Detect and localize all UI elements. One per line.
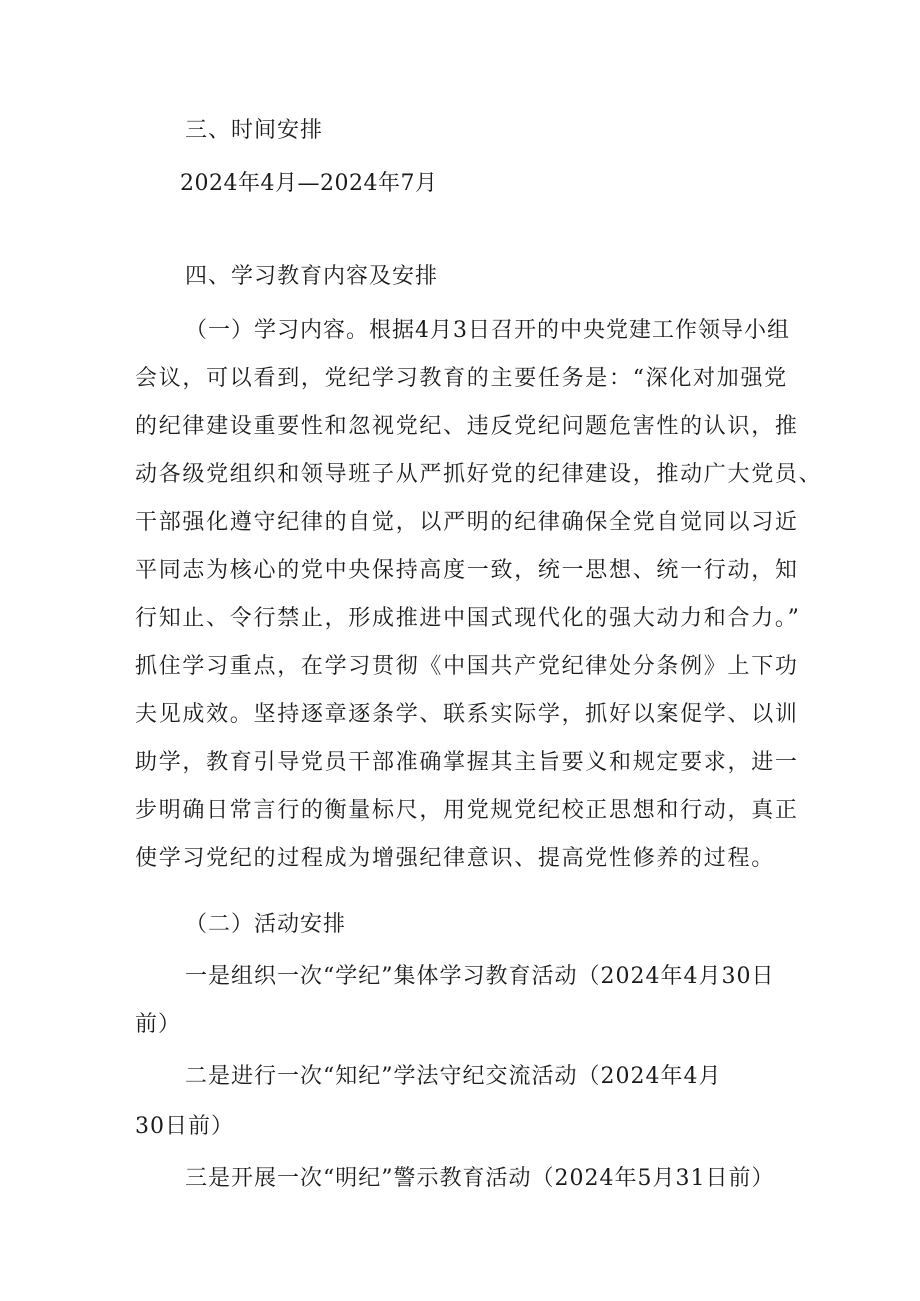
paragraph-line: （一）学习内容。根据4月3日召开的中央党建工作领导小组	[185, 318, 790, 343]
activity-item-1: 一是组织一次“学纪”集体学习教育活动（2024年4月30日	[185, 964, 775, 989]
activity-item-1-continued: 前）	[135, 1012, 182, 1037]
paragraph-line: 使学习党纪的过程成为增强纪律意识、提高党性修养的过程。	[135, 846, 775, 871]
paragraph-line: 抓住学习重点，在学习贯彻《中国共产党纪律处分条例》上下功	[135, 654, 799, 679]
paragraph-line: 平同志为核心的党中央保持高度一致，统一思想、统一行动，知	[135, 558, 799, 583]
activity-item-2-continued: 30日前）	[135, 1114, 234, 1139]
paragraph-line: 动各级党组织和领导班子从严抓好党的纪律建设，推动广大党员、	[135, 462, 823, 487]
activity-item-2: 二是进行一次“知纪”学法守纪交流活动（2024年4月	[185, 1064, 722, 1089]
paragraph-line: 步明确日常言行的衡量标尺，用党规党纪校正思想和行动，真正	[135, 798, 799, 823]
section-3-heading: 三、时间安排	[185, 118, 324, 143]
paragraph-line: 干部强化遵守纪律的自觉，以严明的纪律确保全党自觉同以习近	[135, 510, 799, 535]
time-period: 2024年4月—2024年7月	[180, 171, 438, 196]
part-2-heading: （二）活动安排	[185, 912, 347, 937]
section-4-heading: 四、学习教育内容及安排	[185, 264, 439, 289]
activity-item-3: 三是开展一次“明纪”警示教育活动（2024年5月31日前）	[185, 1166, 775, 1191]
paragraph-line: 会议，可以看到，党纪学习教育的主要任务是：“深化对加强党	[135, 366, 788, 391]
paragraph-line: 的纪律建设重要性和忽视党纪、违反党纪问题危害性的认识，推	[135, 414, 799, 439]
paragraph-line: 行知止、令行禁止，形成推进中国式现代化的强大动力和合力。”	[135, 606, 801, 631]
paragraph-line: 助学，教育引导党员干部准确掌握其主旨要义和规定要求，进一	[135, 750, 799, 775]
paragraph-line: 夫见成效。坚持逐章逐条学、联系实际学，抓好以案促学、以训	[135, 702, 799, 727]
